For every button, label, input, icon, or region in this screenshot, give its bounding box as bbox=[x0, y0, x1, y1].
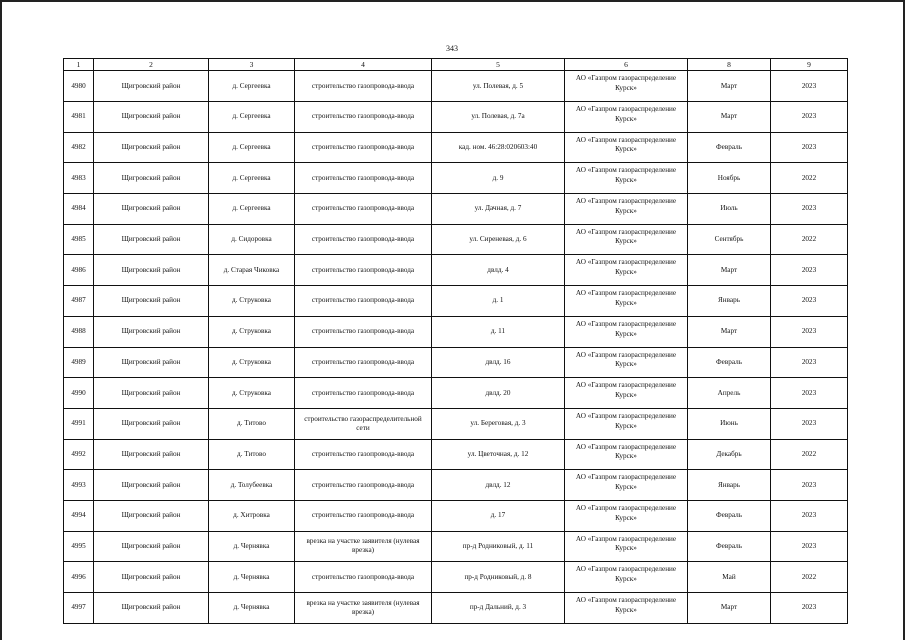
row-number: 4992 bbox=[64, 439, 94, 470]
locality-cell: д. Старая Чиковка bbox=[209, 255, 295, 286]
month-cell: Ноябрь bbox=[688, 163, 771, 194]
month-cell: Апрель bbox=[688, 378, 771, 409]
locality-cell: д. Чернявка bbox=[209, 531, 295, 562]
row-number: 4997 bbox=[64, 593, 94, 624]
month-cell: Февраль bbox=[688, 500, 771, 531]
month-cell: Сентябрь bbox=[688, 224, 771, 255]
row-number: 4994 bbox=[64, 500, 94, 531]
address-cell: ул. Полевая, д. 5 bbox=[432, 71, 565, 102]
district-cell: Щигровский район bbox=[94, 102, 209, 133]
row-number: 4991 bbox=[64, 408, 94, 439]
month-cell: Март bbox=[688, 593, 771, 624]
organization-cell: АО «Газпром газораспределение Курск» bbox=[565, 255, 688, 286]
locality-cell: д. Сергеевка bbox=[209, 163, 295, 194]
month-cell: Февраль bbox=[688, 531, 771, 562]
locality-cell: д. Чернявка bbox=[209, 562, 295, 593]
organization-cell: АО «Газпром газораспределение Курск» bbox=[565, 347, 688, 378]
row-number: 4996 bbox=[64, 562, 94, 593]
row-number: 4981 bbox=[64, 102, 94, 133]
locality-cell: д. Сергеевка bbox=[209, 194, 295, 225]
row-number: 4983 bbox=[64, 163, 94, 194]
header-col-5: 5 bbox=[432, 59, 565, 71]
header-col-9: 9 bbox=[771, 59, 848, 71]
organization-cell: АО «Газпром газораспределение Курск» bbox=[565, 470, 688, 501]
table-row bbox=[64, 286, 848, 317]
gas-connection-table bbox=[63, 58, 848, 624]
row-number: 4984 bbox=[64, 194, 94, 225]
district-cell: Щигровский район bbox=[94, 224, 209, 255]
locality-cell: д. Толубеевка bbox=[209, 470, 295, 501]
organization-cell: АО «Газпром газораспределение Курск» bbox=[565, 163, 688, 194]
header-row bbox=[64, 59, 848, 71]
year-cell: 2023 bbox=[771, 71, 848, 102]
district-cell: Щигровский район bbox=[94, 347, 209, 378]
district-cell: Щигровский район bbox=[94, 194, 209, 225]
address-cell: ул. Дачная, д. 7 bbox=[432, 194, 565, 225]
address-cell: пр-д Родниковый, д. 11 bbox=[432, 531, 565, 562]
organization-cell: АО «Газпром газораспределение Курск» bbox=[565, 439, 688, 470]
locality-cell: д. Струковка bbox=[209, 347, 295, 378]
district-cell: Щигровский район bbox=[94, 163, 209, 194]
address-cell: двлд. 12 bbox=[432, 470, 565, 501]
locality-cell: д. Сергеевка bbox=[209, 132, 295, 163]
month-cell: Февраль bbox=[688, 347, 771, 378]
month-cell: Февраль bbox=[688, 132, 771, 163]
work-type-cell: строительство газопровода-ввода bbox=[295, 347, 432, 378]
district-cell: Щигровский район bbox=[94, 470, 209, 501]
work-type-cell: строительство газопровода-ввода bbox=[295, 102, 432, 133]
table-row bbox=[64, 593, 848, 624]
row-number: 4990 bbox=[64, 378, 94, 409]
address-cell: пр-д Родниковый, д. 8 bbox=[432, 562, 565, 593]
row-number: 4995 bbox=[64, 531, 94, 562]
organization-cell: АО «Газпром газораспределение Курск» bbox=[565, 286, 688, 317]
address-cell: двлд. 20 bbox=[432, 378, 565, 409]
month-cell: Июнь bbox=[688, 408, 771, 439]
table-row bbox=[64, 408, 848, 439]
address-cell: ул. Сиреневая, д. 6 bbox=[432, 224, 565, 255]
work-type-cell: строительство газопровода-ввода bbox=[295, 71, 432, 102]
address-cell: двлд. 4 bbox=[432, 255, 565, 286]
district-cell: Щигровский район bbox=[94, 531, 209, 562]
district-cell: Щигровский район bbox=[94, 593, 209, 624]
work-type-cell: строительство газопровода-ввода bbox=[295, 470, 432, 501]
month-cell: Январь bbox=[688, 286, 771, 317]
address-cell: д. 1 bbox=[432, 286, 565, 317]
organization-cell: АО «Газпром газораспределение Курск» bbox=[565, 316, 688, 347]
district-cell: Щигровский район bbox=[94, 500, 209, 531]
year-cell: 2022 bbox=[771, 439, 848, 470]
organization-cell: АО «Газпром газораспределение Курск» bbox=[565, 500, 688, 531]
work-type-cell: строительство газопровода-ввода bbox=[295, 378, 432, 409]
address-cell: ул. Береговая, д. 3 bbox=[432, 408, 565, 439]
year-cell: 2023 bbox=[771, 470, 848, 501]
header-col-2: 2 bbox=[94, 59, 209, 71]
work-type-cell: строительство газопровода-ввода bbox=[295, 194, 432, 225]
address-cell: ул. Полевая, д. 7а bbox=[432, 102, 565, 133]
row-number: 4993 bbox=[64, 470, 94, 501]
month-cell: Март bbox=[688, 255, 771, 286]
row-number: 4980 bbox=[64, 71, 94, 102]
district-cell: Щигровский район bbox=[94, 439, 209, 470]
table-row bbox=[64, 500, 848, 531]
month-cell: Январь bbox=[688, 470, 771, 501]
month-cell: Март bbox=[688, 102, 771, 133]
header-col-6: 6 bbox=[565, 59, 688, 71]
work-type-cell: строительство газопровода-ввода bbox=[295, 132, 432, 163]
year-cell: 2023 bbox=[771, 132, 848, 163]
work-type-cell: строительство газопровода-ввода bbox=[295, 224, 432, 255]
row-number: 4989 bbox=[64, 347, 94, 378]
district-cell: Щигровский район bbox=[94, 316, 209, 347]
organization-cell: АО «Газпром газораспределение Курск» bbox=[565, 408, 688, 439]
month-cell: Март bbox=[688, 71, 771, 102]
work-type-cell: строительство газопровода-ввода bbox=[295, 286, 432, 317]
address-cell: кад. ном. 46:28:020603:40 bbox=[432, 132, 565, 163]
locality-cell: д. Титово bbox=[209, 408, 295, 439]
year-cell: 2023 bbox=[771, 378, 848, 409]
month-cell: Март bbox=[688, 316, 771, 347]
header-col-3: 3 bbox=[209, 59, 295, 71]
month-cell: Июль bbox=[688, 194, 771, 225]
district-cell: Щигровский район bbox=[94, 255, 209, 286]
district-cell: Щигровский район bbox=[94, 71, 209, 102]
year-cell: 2023 bbox=[771, 531, 848, 562]
locality-cell: д. Сидоровка bbox=[209, 224, 295, 255]
work-type-cell: врезка на участке заявителя (нулевая врезка) bbox=[295, 593, 432, 624]
organization-cell: АО «Газпром газораспределение Курск» bbox=[565, 71, 688, 102]
organization-cell: АО «Газпром газораспределение Курск» bbox=[565, 593, 688, 624]
address-cell: пр-д Дальний, д. 3 bbox=[432, 593, 565, 624]
table-row bbox=[64, 470, 848, 501]
table-row bbox=[64, 562, 848, 593]
address-cell: д. 11 bbox=[432, 316, 565, 347]
year-cell: 2022 bbox=[771, 224, 848, 255]
table-row bbox=[64, 439, 848, 470]
district-cell: Щигровский район bbox=[94, 132, 209, 163]
locality-cell: д. Хитровка bbox=[209, 500, 295, 531]
locality-cell: д. Струковка bbox=[209, 378, 295, 409]
year-cell: 2023 bbox=[771, 408, 848, 439]
table-row bbox=[64, 347, 848, 378]
row-number: 4986 bbox=[64, 255, 94, 286]
table-row bbox=[64, 316, 848, 347]
district-cell: Щигровский район bbox=[94, 562, 209, 593]
page-border-left bbox=[0, 0, 2, 640]
year-cell: 2023 bbox=[771, 255, 848, 286]
row-number: 4982 bbox=[64, 132, 94, 163]
row-number: 4988 bbox=[64, 316, 94, 347]
locality-cell: д. Струковка bbox=[209, 286, 295, 317]
locality-cell: д. Титово bbox=[209, 439, 295, 470]
year-cell: 2023 bbox=[771, 316, 848, 347]
work-type-cell: строительство газопровода-ввода bbox=[295, 439, 432, 470]
year-cell: 2022 bbox=[771, 562, 848, 593]
table-row bbox=[64, 132, 848, 163]
table-body bbox=[64, 71, 848, 624]
locality-cell: д. Сергеевка bbox=[209, 102, 295, 133]
organization-cell: АО «Газпром газораспределение Курск» bbox=[565, 194, 688, 225]
organization-cell: АО «Газпром газораспределение Курск» bbox=[565, 224, 688, 255]
row-number: 4987 bbox=[64, 286, 94, 317]
year-cell: 2023 bbox=[771, 286, 848, 317]
year-cell: 2023 bbox=[771, 593, 848, 624]
year-cell: 2023 bbox=[771, 194, 848, 225]
address-cell: ул. Цветочная, д. 12 bbox=[432, 439, 565, 470]
locality-cell: д. Сергеевка bbox=[209, 71, 295, 102]
table-row bbox=[64, 71, 848, 102]
year-cell: 2022 bbox=[771, 163, 848, 194]
organization-cell: АО «Газпром газораспределение Курск» bbox=[565, 531, 688, 562]
work-type-cell: строительство газопровода-ввода bbox=[295, 500, 432, 531]
header-col-1: 1 bbox=[64, 59, 94, 71]
work-type-cell: строительство газопровода-ввода bbox=[295, 562, 432, 593]
year-cell: 2023 bbox=[771, 102, 848, 133]
work-type-cell: строительство газопровода-ввода bbox=[295, 316, 432, 347]
year-cell: 2023 bbox=[771, 500, 848, 531]
table-row bbox=[64, 255, 848, 286]
table-row bbox=[64, 102, 848, 133]
locality-cell: д. Чернявка bbox=[209, 593, 295, 624]
work-type-cell: строительство газопровода-ввода bbox=[295, 163, 432, 194]
row-number: 4985 bbox=[64, 224, 94, 255]
work-type-cell: строительство газопровода-ввода bbox=[295, 255, 432, 286]
table-row bbox=[64, 378, 848, 409]
table-row bbox=[64, 531, 848, 562]
organization-cell: АО «Газпром газораспределение Курск» bbox=[565, 102, 688, 133]
address-cell: двлд. 16 bbox=[432, 347, 565, 378]
district-cell: Щигровский район bbox=[94, 286, 209, 317]
organization-cell: АО «Газпром газораспределение Курск» bbox=[565, 562, 688, 593]
header-col-4: 4 bbox=[295, 59, 432, 71]
organization-cell: АО «Газпром газораспределение Курск» bbox=[565, 132, 688, 163]
organization-cell: АО «Газпром газораспределение Курск» bbox=[565, 378, 688, 409]
locality-cell: д. Струковка bbox=[209, 316, 295, 347]
page-border-top bbox=[0, 0, 905, 2]
work-type-cell: врезка на участке заявителя (нулевая врезка) bbox=[295, 531, 432, 562]
month-cell: Декабрь bbox=[688, 439, 771, 470]
year-cell: 2023 bbox=[771, 347, 848, 378]
district-cell: Щигровский район bbox=[94, 408, 209, 439]
page-number: 343 bbox=[446, 44, 458, 53]
district-cell: Щигровский район bbox=[94, 378, 209, 409]
work-type-cell: строительство газораспределительной сети bbox=[295, 408, 432, 439]
header-col-8: 8 bbox=[688, 59, 771, 71]
address-cell: д. 9 bbox=[432, 163, 565, 194]
table-row bbox=[64, 224, 848, 255]
table-row bbox=[64, 163, 848, 194]
month-cell: Май bbox=[688, 562, 771, 593]
table-row bbox=[64, 194, 848, 225]
address-cell: д. 17 bbox=[432, 500, 565, 531]
